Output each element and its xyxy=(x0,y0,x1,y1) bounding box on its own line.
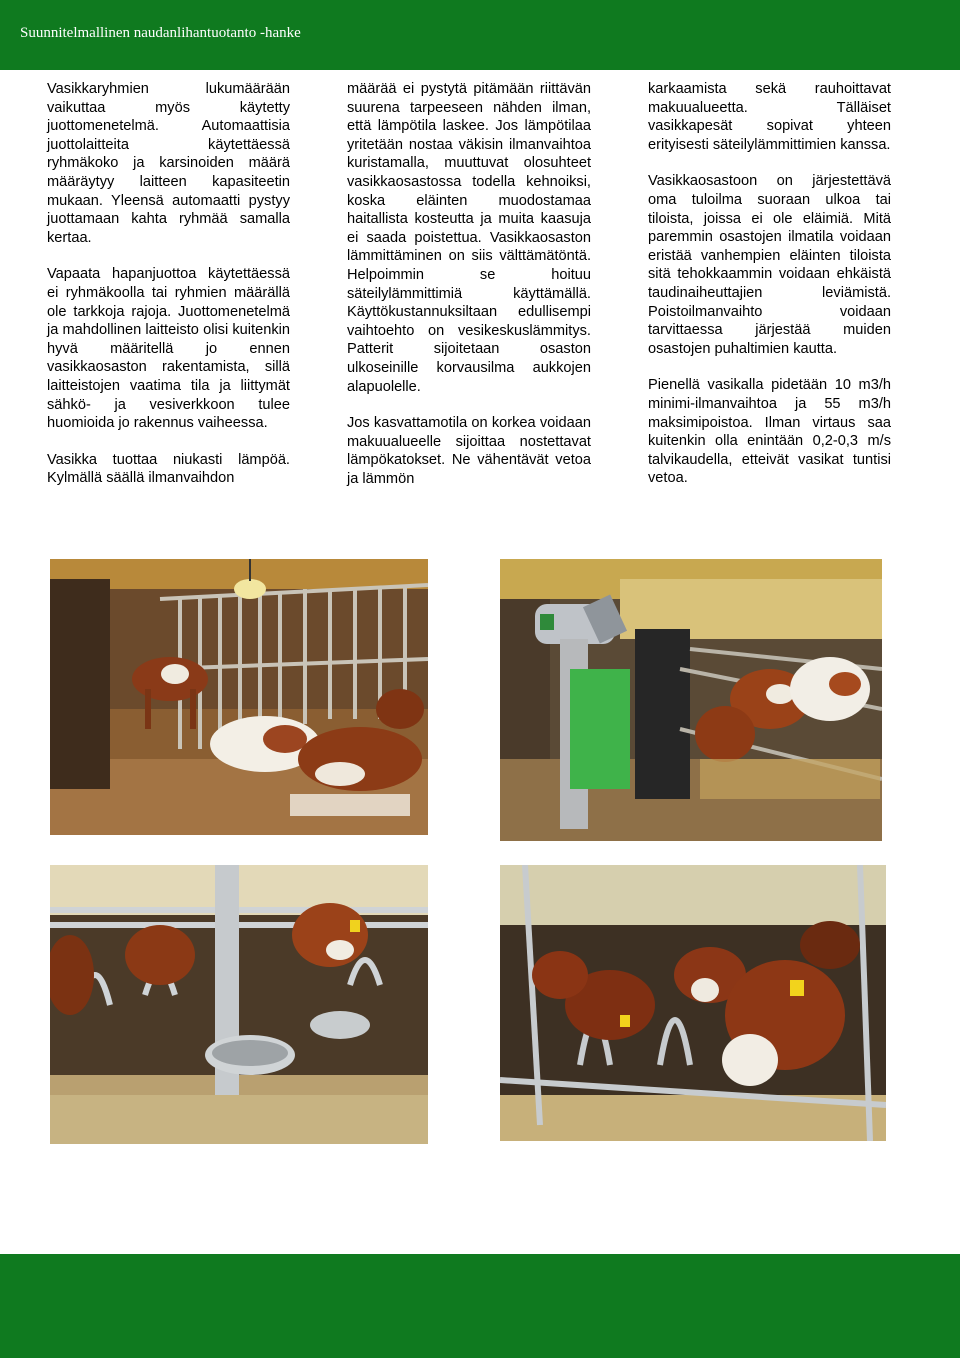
photo-feeding-gate xyxy=(50,865,428,1144)
paragraph: karkaamista sekä rauhoittavat makuualueetta. Tälläiset vasikkapesät sopivat yhteen erityisesti säteilylämmittimien kanssa. xyxy=(648,81,891,153)
photo-calves-resting xyxy=(50,559,428,835)
text-column-2 xyxy=(347,80,591,488)
photo-automatic-feeder xyxy=(500,559,882,841)
paragraph: Vasikkaosastoon on järjestettävä oma tuloilma suoraan ulkoa tai tiloista, joissa ei ole eläimiä. Mitä paremmin osastojen ilmatila voidaan eristää vanhempien eläinten tiloista sitä tehokkaammin voidaan ehkäistä taudinaiheuttajien leviämistä. Poistoilmanvaihto voidaan tarvittaessa järjestää muiden osastojen puhaltimien kautta. xyxy=(648,173,891,357)
footer-band xyxy=(0,1254,960,1358)
header-band xyxy=(0,0,960,70)
photo-calves-at-fence xyxy=(500,865,886,1141)
paragraph: määrää ei pystytä pitämään riittävän suurena tarpeeseen nähden ilman, että lämpötila laskee. Jos lämpötilaa yritetään nostaa väkisin ilmanvaihtoa kuristamalla, muuttuvat olosuhteet vasikkaosastossa todella kehnoiksi, koska eläinten muodostamaa haitallista kosteutta ja muita kaasuja ei saada poistettua. Vasikkaosaston lämmittäminen on siis välttämätöntä. Helpoimmin se hoituu säteilylämmittimiä käyttämällä. Käyttökustannuksiltaan edullisempi vaihtoehto on vesikeskuslämmitys. Patterit sijoitetaan osaston ulkoseinille korvausilma aukkojen alapuolelle. xyxy=(347,81,591,395)
paragraph: Jos kasvattamotila on korkea voidaan makuualueelle sijoittaa nostettavat lämpökatokset. Ne vähentävät vetoa ja lämmön xyxy=(347,415,591,487)
paragraph: Vasikkaryhmien lukumäärään vaikuttaa myös käytetty juottomenetelmä. Automaattisia juottolaitteita käytettäessä ryhmäkoko ja karsinoiden määrä määräytyy laitteen kapasiteetin mukaan. Yleensä automaatti pystyy juottamaan kahta ryhmää samalla kertaa. xyxy=(47,81,290,246)
text-column-3 xyxy=(648,80,891,488)
paragraph: Vasikka tuottaa niukasti lämpöä. Kylmällä säällä ilmanvaihdon xyxy=(47,451,290,487)
page-header-title: Suunnitelmallinen naudanlihantuotanto -hanke xyxy=(20,25,301,41)
paragraph: Pienellä vasikalla pidetään 10 m3/h minimi-ilmanvaihtoa ja 55 m3/h maksimipoistoa. Ilman virtaus saa kuitenkin olla enintään 0,2-0,3 m/s talvikaudella, etteivät vasikat tuntisi vetoa. xyxy=(648,377,891,487)
text-column-1 xyxy=(47,80,290,488)
paragraph: Vapaata hapanjuottoa käytettäessä ei ryhmäkoolla tai ryhmien määrällä ole tarkkoja rajoja. Juottomenetelmä ja mahdollinen laitteisto olisi kuitenkin hyvä määritellä jo ennen vasikkaosaston rakentamista, sillä laitteistojen vaatima tila ja liittymät sähkö- ja vesiverkkoon tulee huomioida jo rakennus vaiheessa. xyxy=(47,266,290,432)
